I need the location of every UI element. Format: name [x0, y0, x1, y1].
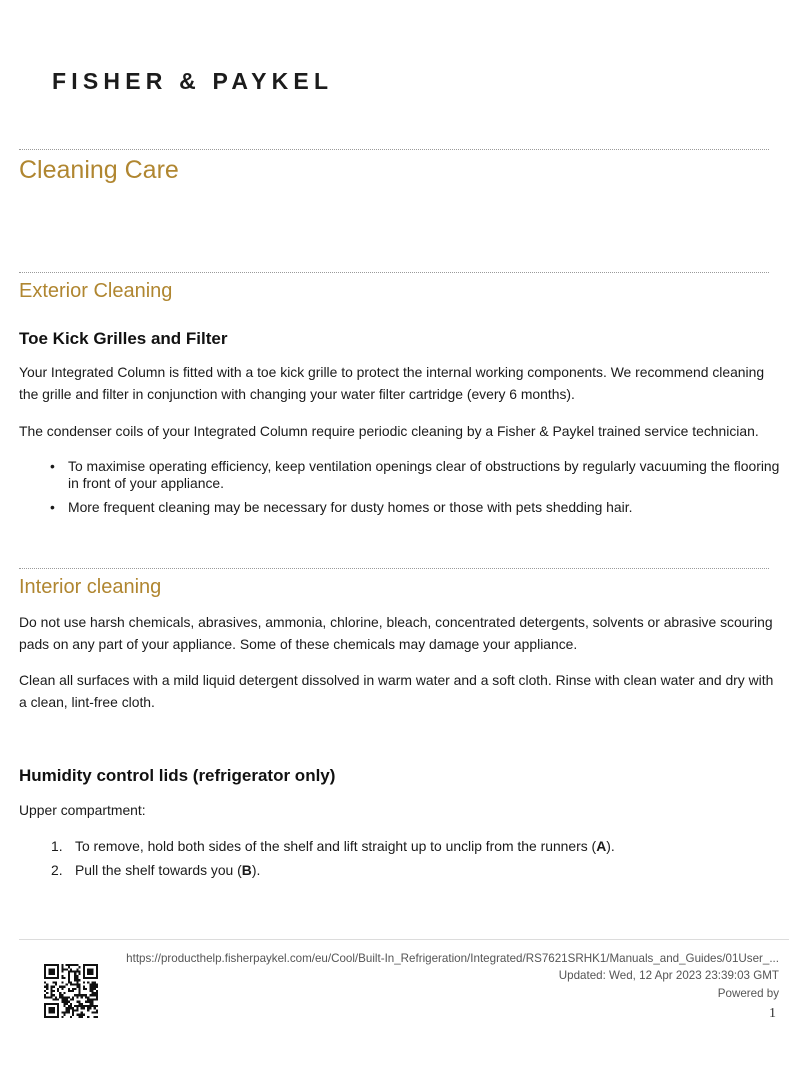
section-divider [19, 568, 769, 569]
interior-heading: Interior cleaning [19, 576, 162, 598]
step-text-end: ). [606, 838, 615, 854]
bullet-icon: • [50, 499, 55, 515]
step-number: 1. [51, 838, 63, 854]
brand-logo[interactable]: FISHER & PAYKEL [52, 68, 334, 94]
interior-paragraph-2: Clean all surfaces with a mild liquid detergent dissolved in warm water and a soft cloth. Rinse with clean water and dry with a clean, lint-free cloth. [19, 672, 774, 710]
list-item [19, 458, 784, 491]
list-item [19, 499, 784, 516]
interior-paragraph-1: Do not use harsh chemicals, abrasives, ammonia, chlorine, bleach, concentrated detergents, solvents or abrasive scouring pads on any part of your appliance. Some of these chemicals may damage your appliance. [19, 614, 773, 652]
toe-kick-heading: Toe Kick Grilles and Filter [19, 329, 228, 348]
section-divider [19, 272, 769, 273]
list-item [19, 838, 784, 855]
exterior-bullet-list [19, 458, 784, 524]
page-number: 1 [769, 1006, 776, 1021]
footer-powered-by: Powered by [717, 987, 779, 1000]
step-number: 2. [51, 861, 63, 878]
footer-url[interactable]: https://producthelp.fisherpaykel.com/eu/Cool/Built-In_Refrigeration/Integrated/RS7621SRHK1/Manuals_and_Guides/01User_... [126, 952, 779, 965]
list-item-text: More frequent cleaning may be necessary for dusty homes or those with pets shedding hair. [68, 499, 633, 515]
qr-code-icon[interactable] [44, 964, 98, 1018]
bullet-icon: • [50, 458, 55, 474]
exterior-paragraph-1: Your Integrated Column is fitted with a toe kick grille to protect the internal working components. We recommend cleaning the grille and filter in conjunction with changing your water filter cartridge (every 6 months). [19, 364, 765, 402]
humidity-steps-list [19, 838, 784, 885]
humidity-intro: Upper compartment: [19, 802, 146, 818]
humidity-heading: Humidity control lids (refrigerator only) [19, 766, 336, 785]
list-item-text: To maximise operating efficiency, keep ventilation openings clear of obstructions by regularly vacuuming the flooring in front of your appliance. [68, 458, 780, 491]
step-text: To remove, hold both sides of the shelf and lift straight up to unclip from the runners ( [75, 838, 597, 854]
exterior-heading: Exterior Cleaning [19, 280, 173, 302]
step-text-end: ). [251, 861, 261, 878]
footer-divider [19, 939, 789, 940]
step-callout: A [596, 838, 607, 854]
page-title: Cleaning Care [19, 156, 179, 184]
step-callout: B [241, 861, 252, 878]
list-item [19, 862, 784, 879]
section-divider [19, 149, 769, 150]
footer-updated: Updated: Wed, 12 Apr 2023 23:39:03 GMT [558, 969, 779, 982]
exterior-paragraph-2: The condenser coils of your Integrated Column require periodic cleaning by a Fisher & Paykel trained service technician. [19, 423, 759, 439]
step-text: Pull the shelf towards you ( [75, 861, 242, 878]
